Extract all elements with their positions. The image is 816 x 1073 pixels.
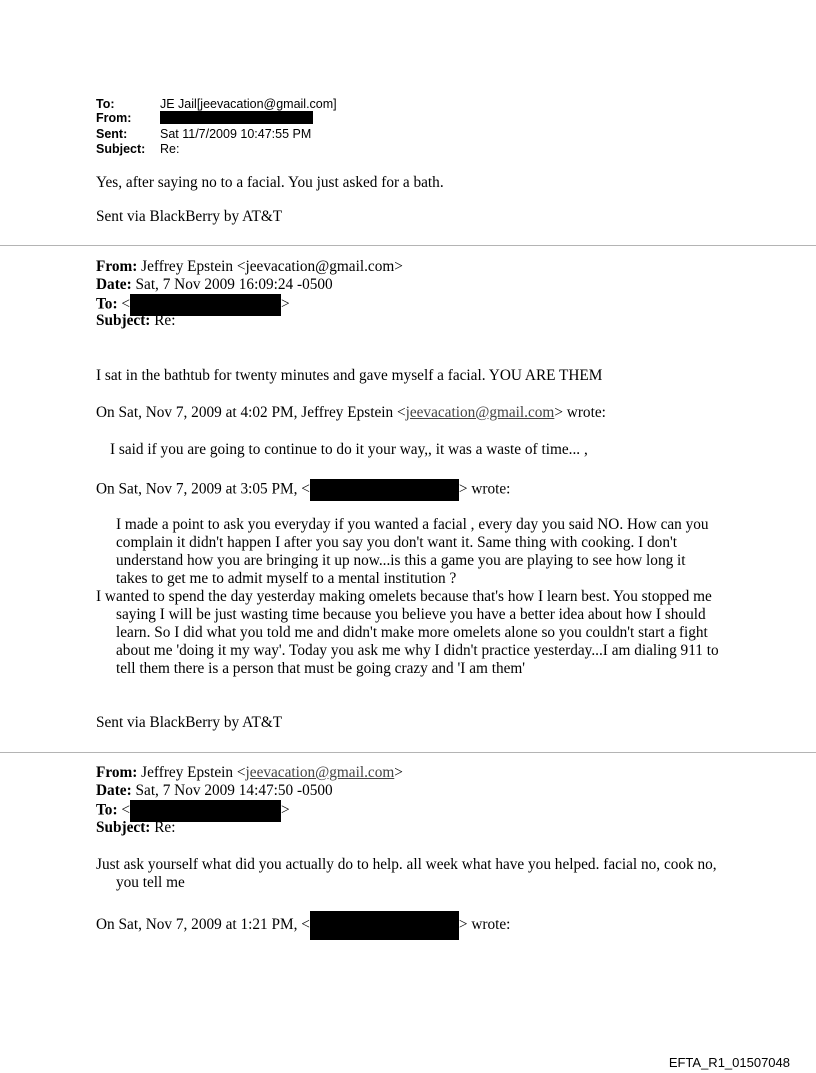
- date-value: Sat, 7 Nov 2009 16:09:24 -0500: [135, 276, 333, 293]
- email-link[interactable]: jeevacation@gmail.com: [405, 404, 555, 421]
- quote-intro: [96, 404, 606, 422]
- redaction-box: [160, 111, 313, 124]
- from-label: From:: [96, 258, 138, 275]
- quote-intro-suffix: > wrote:: [458, 480, 511, 498]
- to-value: JE Jail[jeevacation@gmail.com]: [160, 97, 337, 111]
- subject-label: Subject:: [96, 312, 151, 329]
- sent-value: Sat 11/7/2009 10:47:55 PM: [160, 127, 312, 141]
- subject-label: Subject:: [96, 142, 146, 156]
- to-label: To:: [96, 97, 115, 111]
- redaction-box: [310, 479, 459, 501]
- message-line: I sat in the bathtub for twenty minutes and gave myself a facial. YOU ARE THEM: [96, 367, 603, 384]
- to-open: <: [121, 295, 131, 313]
- subject-value: Re:: [154, 819, 176, 836]
- signature: Sent via BlackBerry by AT&T: [96, 714, 283, 731]
- subject-value: Re:: [160, 142, 180, 156]
- quote-intro: [96, 911, 510, 940]
- message-paragraph: Just ask yourself what did you actually do to help. all week what have you helped. facial no, cook no, you tell me: [96, 856, 717, 891]
- date-line: [96, 782, 333, 800]
- from-suffix: >: [394, 764, 403, 781]
- subject-line: [96, 312, 175, 330]
- quote-intro-text: On Sat, Nov 7, 2009 at 1:21 PM, <: [96, 916, 310, 934]
- date-value: Sat, 7 Nov 2009 14:47:50 -0500: [135, 782, 333, 799]
- from-line: [96, 764, 403, 782]
- redaction-box: [310, 911, 459, 940]
- document-id: EFTA_R1_01507048: [668, 1055, 790, 1070]
- to-close: >: [281, 801, 290, 819]
- divider: [0, 245, 816, 246]
- to-open: <: [121, 801, 131, 819]
- subject-label: Subject:: [96, 819, 151, 836]
- date-label: Date:: [96, 276, 132, 293]
- from-label: From:: [96, 764, 138, 781]
- from-line: [96, 258, 403, 276]
- quoted-paragraph: I wanted to spend the day yesterday making omelets because that's how I learn best. You stopped me saying I will be just wasting time because you believe you have a better idea about how I should learn. So I did what you told me and didn't make more omelets alone so you couldn't start a fight about me 'doing it my way'. Today you ask me why I didn't practice yesterday...I am dialing 911 to tell them there is a person that must be going crazy and 'I am them': [96, 588, 719, 677]
- sent-label: Sent:: [96, 127, 128, 141]
- subject-value: Re:: [154, 312, 176, 329]
- quote-intro-text: On Sat, Nov 7, 2009 at 3:05 PM, <: [96, 480, 310, 498]
- date-label: Date:: [96, 782, 132, 799]
- subject-line: [96, 819, 175, 837]
- signature: Sent via BlackBerry by AT&T: [96, 208, 283, 225]
- quote-intro-suffix: > wrote:: [458, 916, 511, 934]
- from-name: Jeffrey Epstein <: [141, 764, 246, 781]
- email-link[interactable]: jeevacation@gmail.com: [245, 764, 395, 781]
- quoted-paragraph: I made a point to ask you everyday if you wanted a facial , every day you said NO. How can you complain it didn't happen I after you say you don't want it. Same thing with cooking. I don't understand how you are bringing it up now...is this a game you are playing to see how long it takes to get me to admit myself to a mental institution ?: [116, 516, 709, 587]
- to-label: To:: [96, 801, 118, 819]
- quoted-line: I said if you are going to continue to do it your way,, it was a waste of time... ,: [110, 441, 588, 458]
- quote-intro-suffix: > wrote:: [554, 404, 606, 421]
- date-line: [96, 276, 333, 294]
- quote-intro: [96, 479, 510, 501]
- to-close: >: [281, 295, 290, 313]
- to-label: To:: [96, 295, 118, 313]
- divider: [0, 752, 816, 753]
- quote-intro-text: On Sat, Nov 7, 2009 at 4:02 PM, Jeffrey Epstein <: [96, 404, 406, 421]
- from-label: From:: [96, 111, 132, 125]
- from-value: Jeffrey Epstein <jeevacation@gmail.com>: [141, 258, 403, 275]
- message-line: Yes, after saying no to a facial. You just asked for a bath.: [96, 174, 444, 191]
